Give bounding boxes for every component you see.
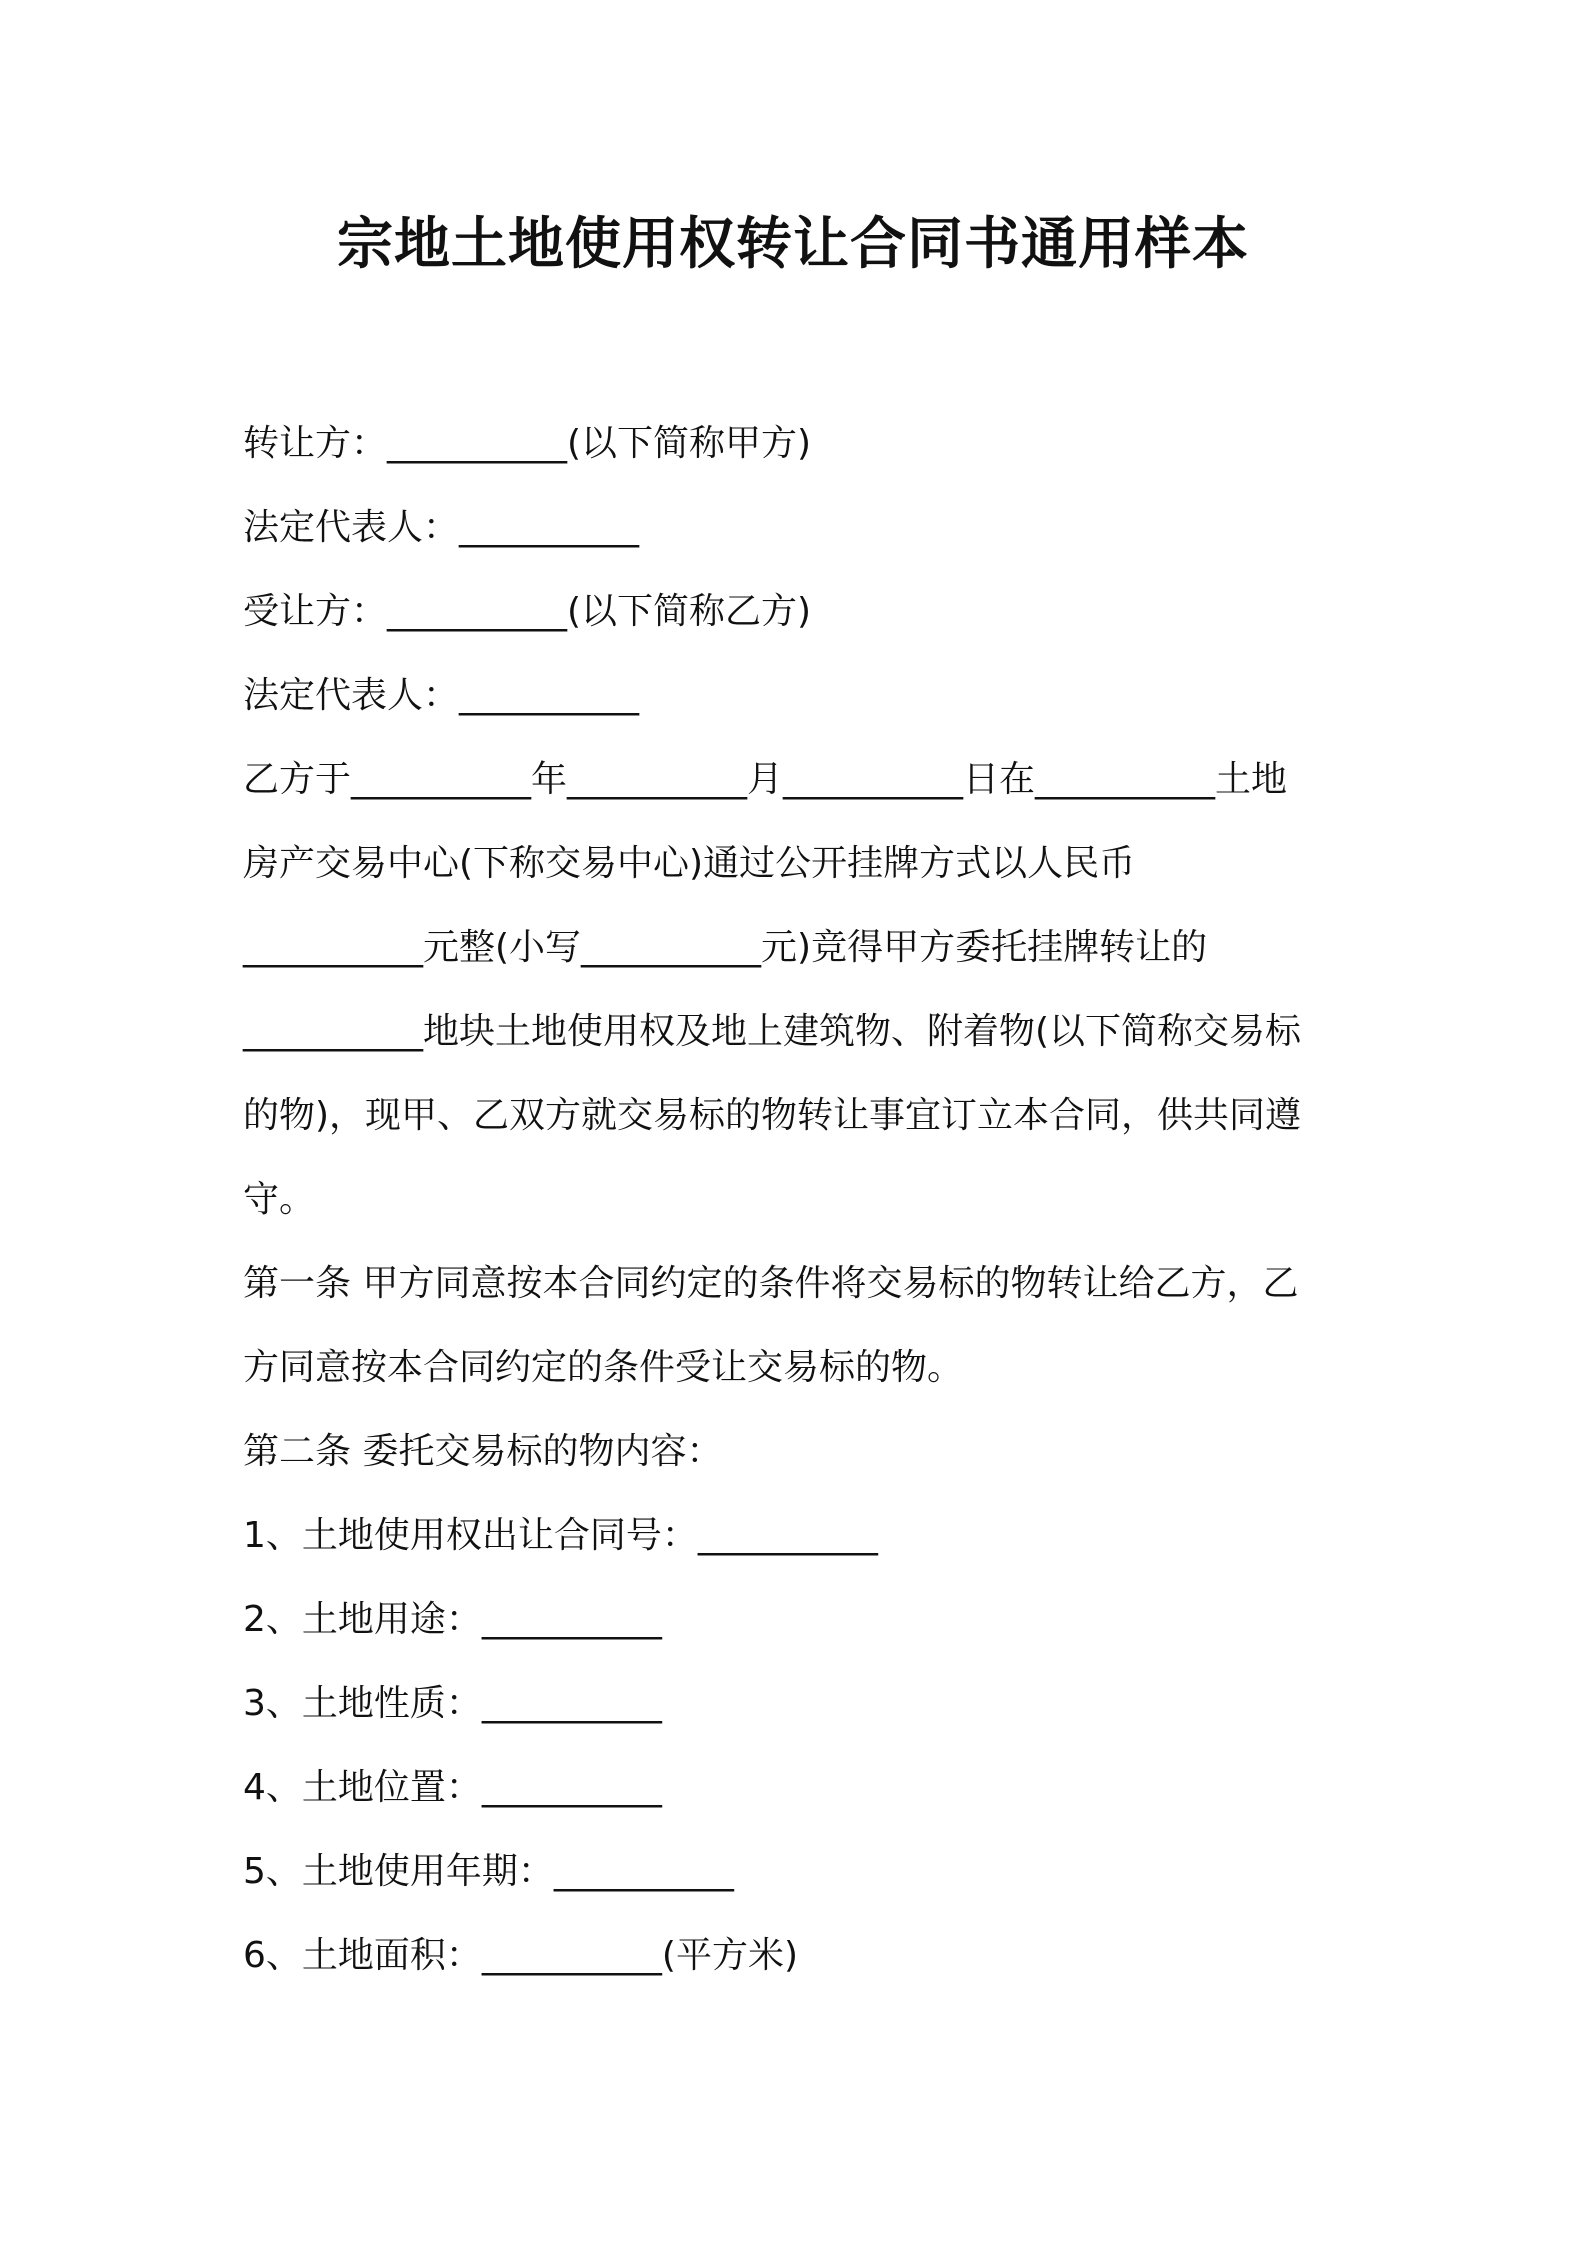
preamble-line: __________元整(小写__________元)竞得甲方委托挂牌转让的: [243, 927, 1208, 968]
article-2-item: 3、土地性质：__________: [243, 1683, 662, 1724]
preamble-line: 的物)，现甲、乙双方就交易标的物转让事宜订立本合同，供共同遵: [243, 1095, 1302, 1136]
preamble-line: __________地块土地使用权及地上建筑物、附着物(以下简称交易标: [243, 1011, 1302, 1052]
article-2-item: 2、土地用途：__________: [243, 1599, 662, 1640]
article-2-item: 4、土地位置：__________: [243, 1767, 662, 1808]
transferor-legal-rep-line: 法定代表人：__________: [243, 507, 640, 548]
preamble-line: 房产交易中心(下称交易中心)通过公开挂牌方式以人民币: [243, 843, 1136, 884]
article-2-heading: 第二条 委托交易标的物内容：: [243, 1431, 723, 1472]
article-1-line: 方同意按本合同约定的条件受让交易标的物。: [243, 1347, 964, 1388]
article-2-item: 6、土地面积：__________(平方米): [243, 1935, 798, 1976]
article-2-item: 1、土地使用权出让合同号：__________: [243, 1515, 878, 1556]
document-body: [243, 402, 1363, 1998]
transferor-line: 转让方：__________(以下简称甲方): [243, 423, 812, 464]
transferee-line: 受让方：__________(以下简称乙方): [243, 591, 812, 632]
document-title: 宗地土地使用权转让合同书通用样本: [337, 212, 1249, 277]
preamble-line: 乙方于__________年__________月__________日在__________土地: [243, 759, 1288, 800]
preamble-line: 守。: [243, 1179, 316, 1220]
article-1-line: 第一条 甲方同意按本合同约定的条件将交易标的物转让给乙方，乙: [243, 1263, 1299, 1304]
article-2-item: 5、土地使用年期：__________: [243, 1851, 734, 1892]
transferee-legal-rep-line: 法定代表人：__________: [243, 675, 640, 716]
